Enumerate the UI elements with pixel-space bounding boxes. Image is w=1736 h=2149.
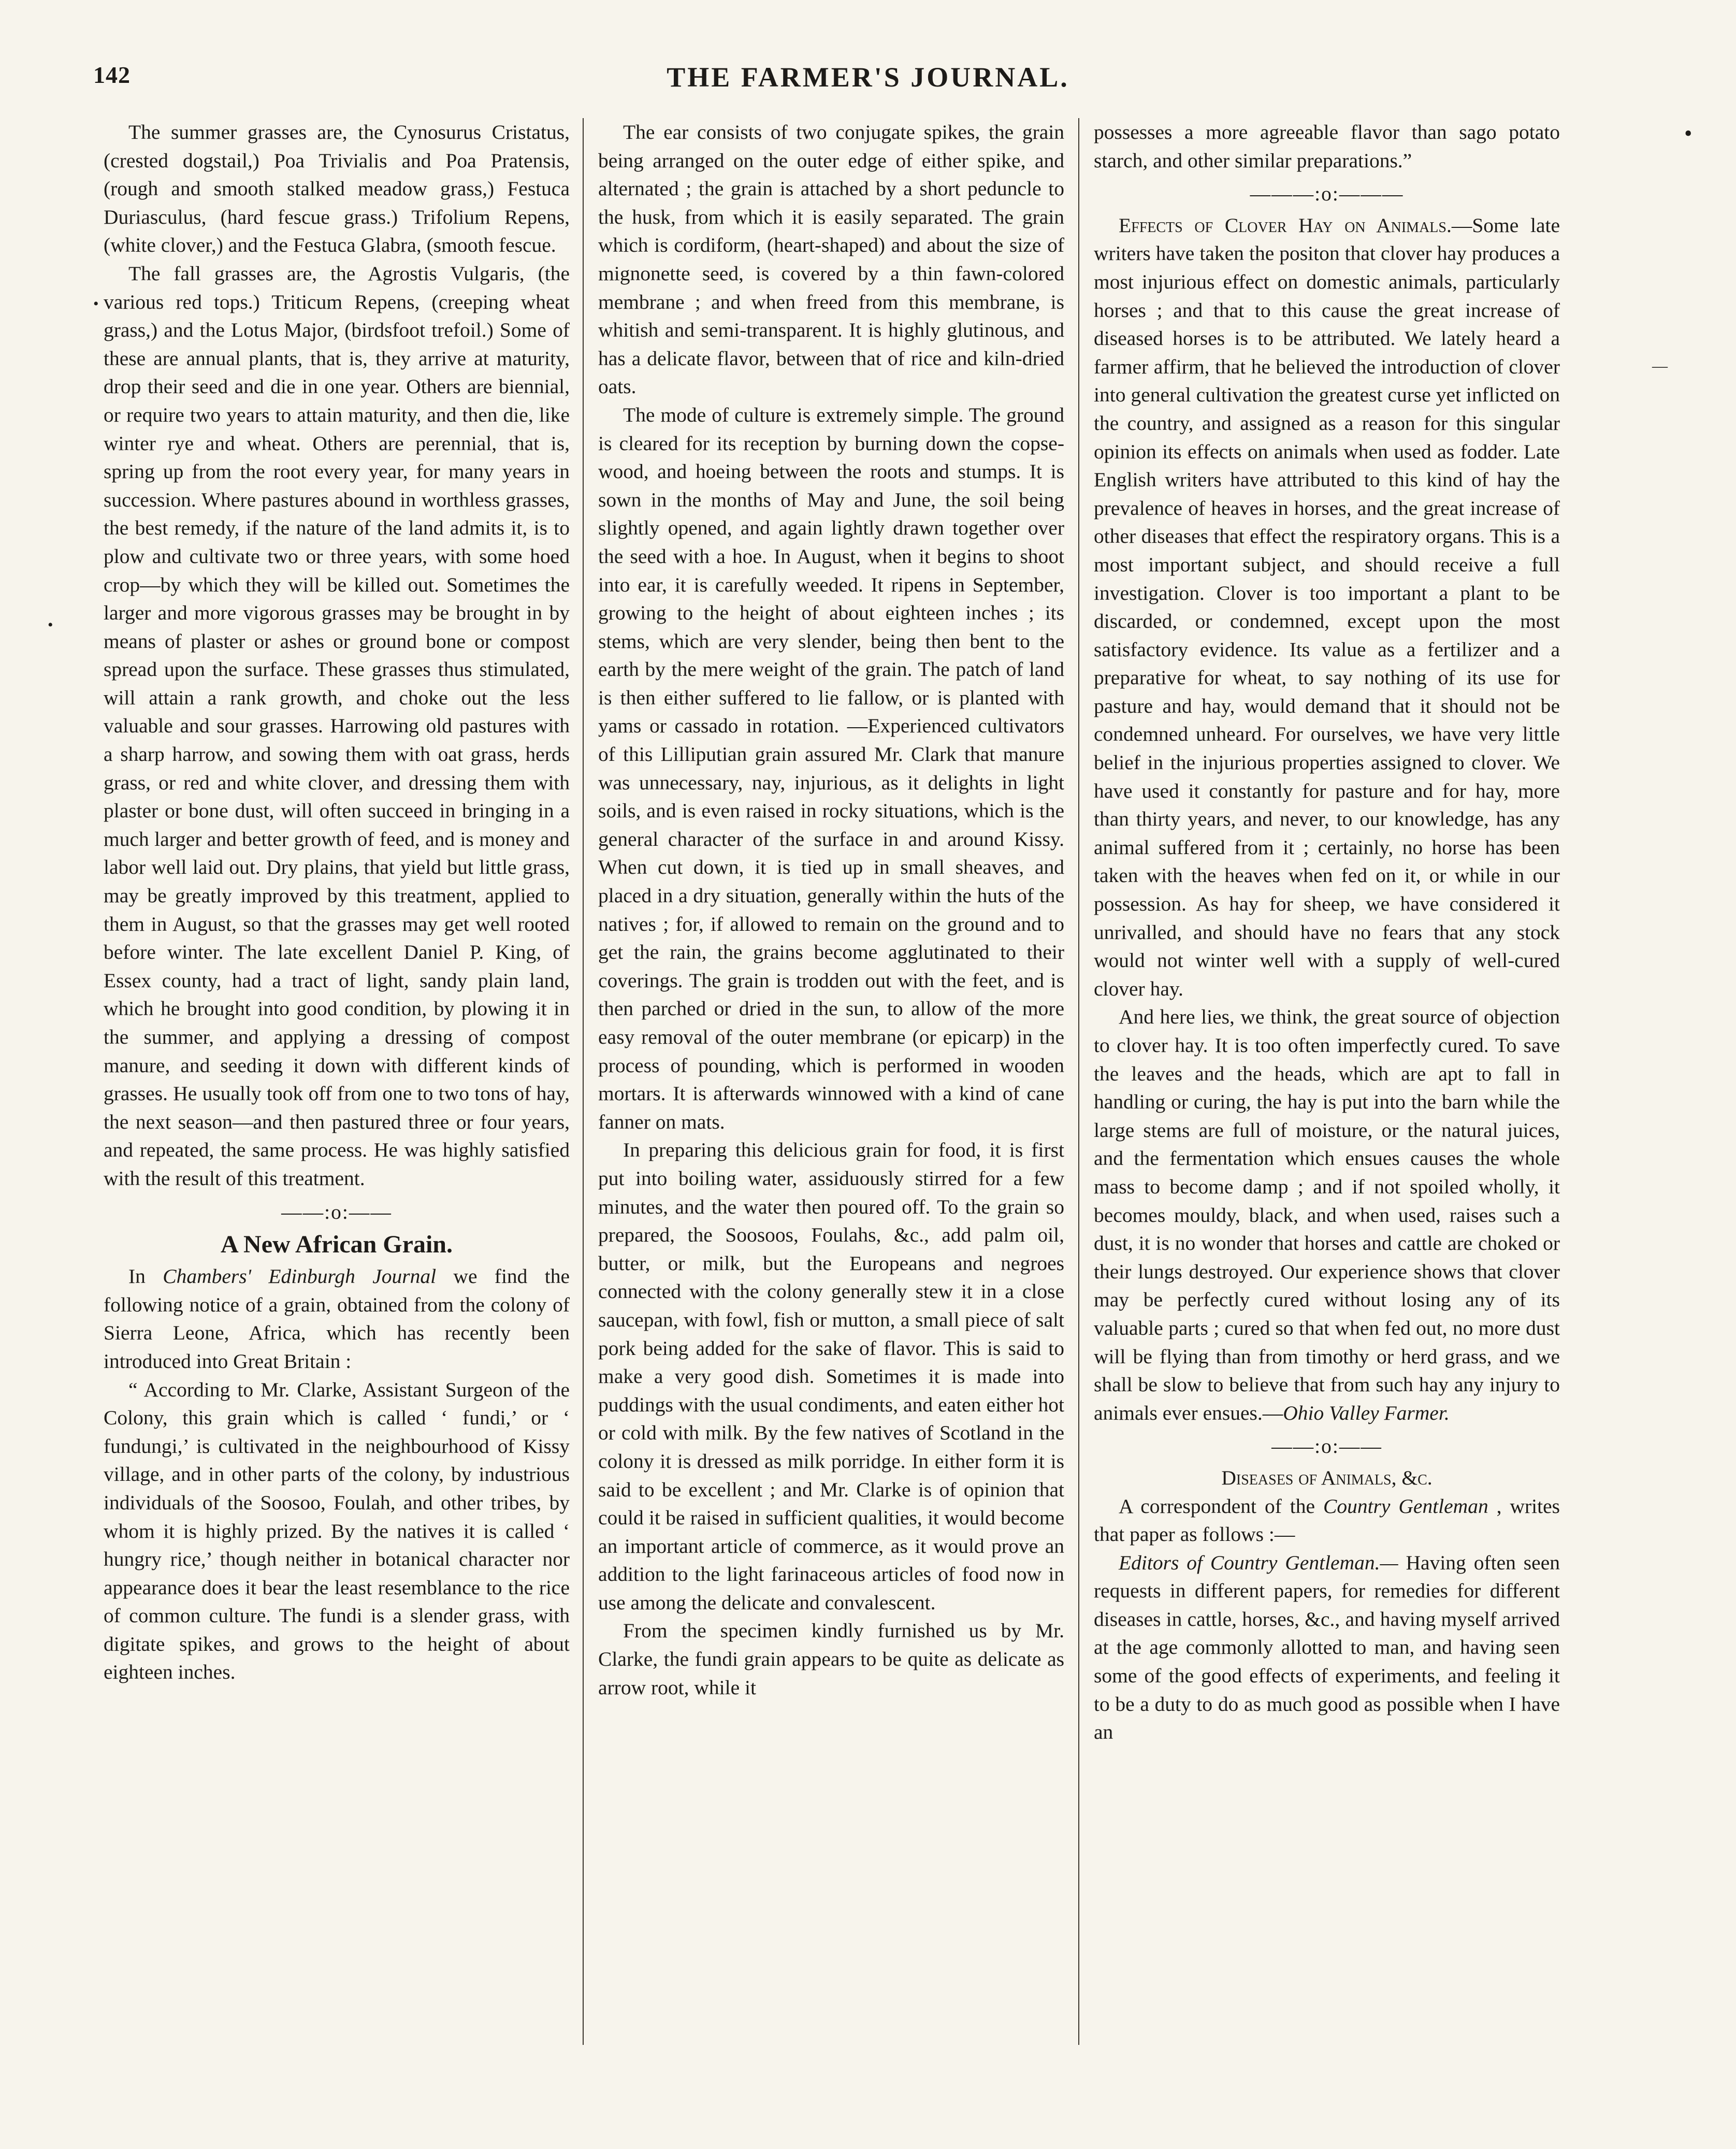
article-heading: A New African Grain. — [221, 1231, 453, 1259]
column-rule — [1078, 118, 1079, 2045]
clover-title: Effects of Clover Hay on Animals. — [1119, 213, 1452, 237]
column-1 — [104, 118, 570, 1686]
section-separator: ——:o:—— — [281, 1200, 392, 1223]
ear-paragraph: The ear consists of two conjugate spikes, the grain being arranged on the outer edge of either spike, and alternated ; the grain is attached by a short peduncle to the husk, from which it is easily separated. The grain which is cordiform, (heart-shaped) and about the size of mignonette seed, is covered by a thin fawn-colored membrane ; and when freed from this membrane, is whitish and semi-transparent. It is highly glutinous, and has a delicate flavor, between that of rice and kiln-dried oats. — [598, 121, 1064, 398]
ink-mark: • — [48, 616, 53, 633]
ink-mark: — — [1652, 357, 1668, 374]
intro-paragraph: In Chambers' Edinburgh Journal we find the following notice of a grain, obtained from the colony of Sierra Leone, Africa, which has recently been introduced into Great Britain : — [104, 1265, 570, 1373]
correspondent-paragraph: A correspondent of the Country Gentleman , writes that paper as follows :— — [1094, 1494, 1560, 1546]
letter-paragraph: Editors of Country Gentleman.— Having often seen requests in different papers, for remedies for different diseases in cattle, horses, &c., and having myself arrived at the age commonly allotted to man, and having seen some of the good effects of experiments, and feeling it to be a duty to do as much good as possible when I have an — [1094, 1551, 1560, 1744]
page-number: 142 — [93, 62, 131, 88]
source-credit: Ohio Valley Farmer. — [1283, 1401, 1450, 1424]
clover-paragraph: Effects of Clover Hay on Animals.—Some late writers have taken the positon that clover hay produces a most injurious effect on domestic animals, particularly horses ; and that to this cause the great increase of diseased horses is to be attributed. We lately heard a farmer affirm, that he believed the introduction of clover into general cultivation the greatest curse yet inflicted on the country, and assigned as a reason for this singular opinion its effects on animals when used as fodder. Late English writers have attributed to this kind of hay the prevalence of heaves in horses, and the great increase of other diseases that effect the respiratory organs. This is a most important subject, and should receive a full investigation. Clover is too important a plant to be discarded, or condemned, except upon the most satisfactory evidence. Its value as a fertilizer and a preparative for wheat, to say nothing of its use for pasture and hay, would demand that it should not be condemned unheard. For ourselves, we have very little belief in the injurious properties assigned to clover. We have used it constantly for pasture and for hay, more than thirty years, and never, to our knowledge, has any animal suffered from it ; certainly, no horse has been taken with the heaves when fed on it, or while in our possession. As hay for sheep, we have considered it unrivalled, and should have no fears that any stock would not winter well with a supply of well-cured clover hay. — [1094, 213, 1560, 1000]
column-rule — [583, 118, 584, 2045]
quote-paragraph: “ According to Mr. Clarke, Assistant Surgeon of the Colony, this grain which is called ‘ fundi,’ or ‘ fundungi,’ is cultivated in the neighbourhood of Kissy village, and in other parts of the colony, by industrious individuals of the Soosoo, Foulah, and other tribes, by whom it is highly prized. By the natives it is called ‘ hungry rice,’ though neither in botanical character nor appearance does it bear the least resemblance to the rice of common culture. The fundi is a slender grass, with digitate spikes, and grows to the height of about eighteen inches. — [104, 1378, 570, 1684]
letter-salutation: Editors of Country Gentleman.— — [1119, 1551, 1398, 1574]
ink-mark: • — [93, 295, 99, 312]
running-head: THE FARMER'S JOURNAL. — [667, 62, 1069, 93]
section-separator: ——:o:—— — [1271, 1435, 1382, 1458]
continuation-paragraph: possesses a more agreeable flavor than sago potato starch, and other similar preparations.” — [1094, 121, 1560, 172]
specimen-paragraph: From the specimen kindly furnished us by Mr. Clarke, the fundi grain appears to be quite as delicate as arrow root, while it — [598, 1619, 1064, 1699]
culture-paragraph: The mode of culture is extremely simple. The ground is cleared for its reception by burning down the copse-wood, and hoeing between the roots and stumps. It is sown in the months of May and June, the soil being slightly opened, and again lightly drawn together over the seed with a hoe. In August, when it begins to shoot into ear, it is carefully weeded. It ripens in September, growing to the height of about eighteen inches ; its stems, which are very slender, being then bent to the earth by the mere weight of the grain. The patch of land is then either suffered to lie fallow, or is planted with yams or cassado in rotation. —Experienced cultivators of this Lilliputian grain assured Mr. Clark that manure was unnecessary, nay, injurious, as it delights in light soils, and is even raised in rocky situations, which is the general character of the surface in and around Kissy. When cut down, it is tied up in small sheaves, and placed in a dry situation, generally within the huts of the natives ; for, if allowed to remain on the ground and to get the rain, the grains become agglutinated to their coverings. The grain is trodden out with the feet, and is then parched or dried in the sun, to allow of the more easy removal of the outer membrane (or epicarp) in the process of pounding, which is performed in wooden mortars. It is afterwards winnowed with a kind of cane fanner on mats. — [598, 403, 1064, 1133]
summer-grasses-paragraph: The summer grasses are, the Cynosurus Cristatus, (crested dogstail,) Poa Trivialis and Poa Pratensis, (rough and smooth stalked meadow grass,) Festuca Duriasculus, (hard fescue grass.) Trifolium Repens, (white clover,) and the Festuca Glabra, (smooth fescue. — [104, 121, 570, 257]
objection-paragraph: And here lies, we think, the great source of objection to clover hay. It is too often imperfectly cured. To save the leaves and the heads, which are apt to fall in handling or curing, the hay is put into the barn while the large stems are full of moisture, or the natural juices, and the fermentation which ensues causes the whole mass to become damp ; and if not spoiled wholly, it becomes mouldy, black, and when used, raises such a dust, it is no wonder that horses and cattle are choked or their lungs destroyed. Our experience shows that clover may be perfectly cured without losing any of its valuable parts ; cured so that when fed out, no more dust will be flying than from timothy or herd grass, and we shall be slow to believe that from such hay any injury to animals ever ensues.—Ohio Valley Farmer. — [1094, 1005, 1560, 1424]
ink-mark: • — [1684, 121, 1692, 146]
journal-name: Chambers' Edinburgh Journal — [163, 1265, 437, 1288]
diseases-heading: Diseases of Animals, &c. — [1221, 1466, 1433, 1489]
column-2 — [598, 118, 1064, 1701]
section-separator: ———:o:——— — [1250, 182, 1404, 206]
fall-grasses-paragraph: The fall grasses are, the Agrostis Vulgaris, (the various red tops.) Triticum Repens, (creeping wheat grass,) and the Lotus Major, (birdsfoot trefoil.) Some of these are annual plants, that is, they arrive at maturity, drop their seed and die in one year. Others are biennial, or require two years to attain maturity, and then die, like winter rye and wheat. Others are perennial, that is, spring up from the root every year, for many years in succession. Where pastures abound in worthless grasses, the best remedy, if the nature of the land admits it, is to plow and cultivate two or three years, with some hoed crop—by which they will be killed out. Sometimes the larger and more vigorous grasses may be brought in by means of plaster or ashes or ground bone or compost spread upon the surface. These grasses thus stimulated, will attain a rank growth, and choke out the less valuable and sour grasses. Harrowing old pastures with a sharp harrow, and sowing them with oat grass, herds grass, or red and white clover, and dressing them with plaster or bone dust, will often succeed in bringing in a much larger and better growth of feed, and is money and labor well laid out. Dry plains, that yield but little grass, may be greatly improved by this treatment, applied to them in August, so that the grasses may get well rooted before winter. The late excellent Daniel P. King, of Essex county, had a tract of light, sandy plain land, which he brought into good condition, by plowing it in the summer, and applying a dressing of compost manure, and seeding it down with different kinds of grasses. He usually took off from one to two tons of hay, the next season—and then pastured three or four years, and repeated, the same process. He was highly satisfied with the result of this treatment. — [104, 262, 570, 1190]
paper-name: Country Gentleman — [1323, 1494, 1488, 1518]
column-3 — [1094, 118, 1560, 1747]
preparing-paragraph: In preparing this delicious grain for food, it is first put into boiling water, assiduously stirred for a few minutes, and the water then poured off. To the grain so prepared, the Soosoos, Foulahs, &c., add palm oil, butter, or milk, but the Europeans and negroes connected with the colony generally stew it in a close saucepan, with fowl, fish or mutton, a small piece of salt pork being added for the sake of flavor. This is said to make a very good dish. Sometimes it is made into puddings with the usual condiments, and eaten either hot or cold with milk. By the few natives of Scotland in the colony it is dressed as milk porridge. In either form it is said to be excellent ; and Mr. Clarke is of opinion that could it be raised in sufficient qualities, it would become an important article of commerce, as it would prove an addition to the light farinaceous articles of food now in use among the delicate and convalescent. — [598, 1138, 1064, 1614]
